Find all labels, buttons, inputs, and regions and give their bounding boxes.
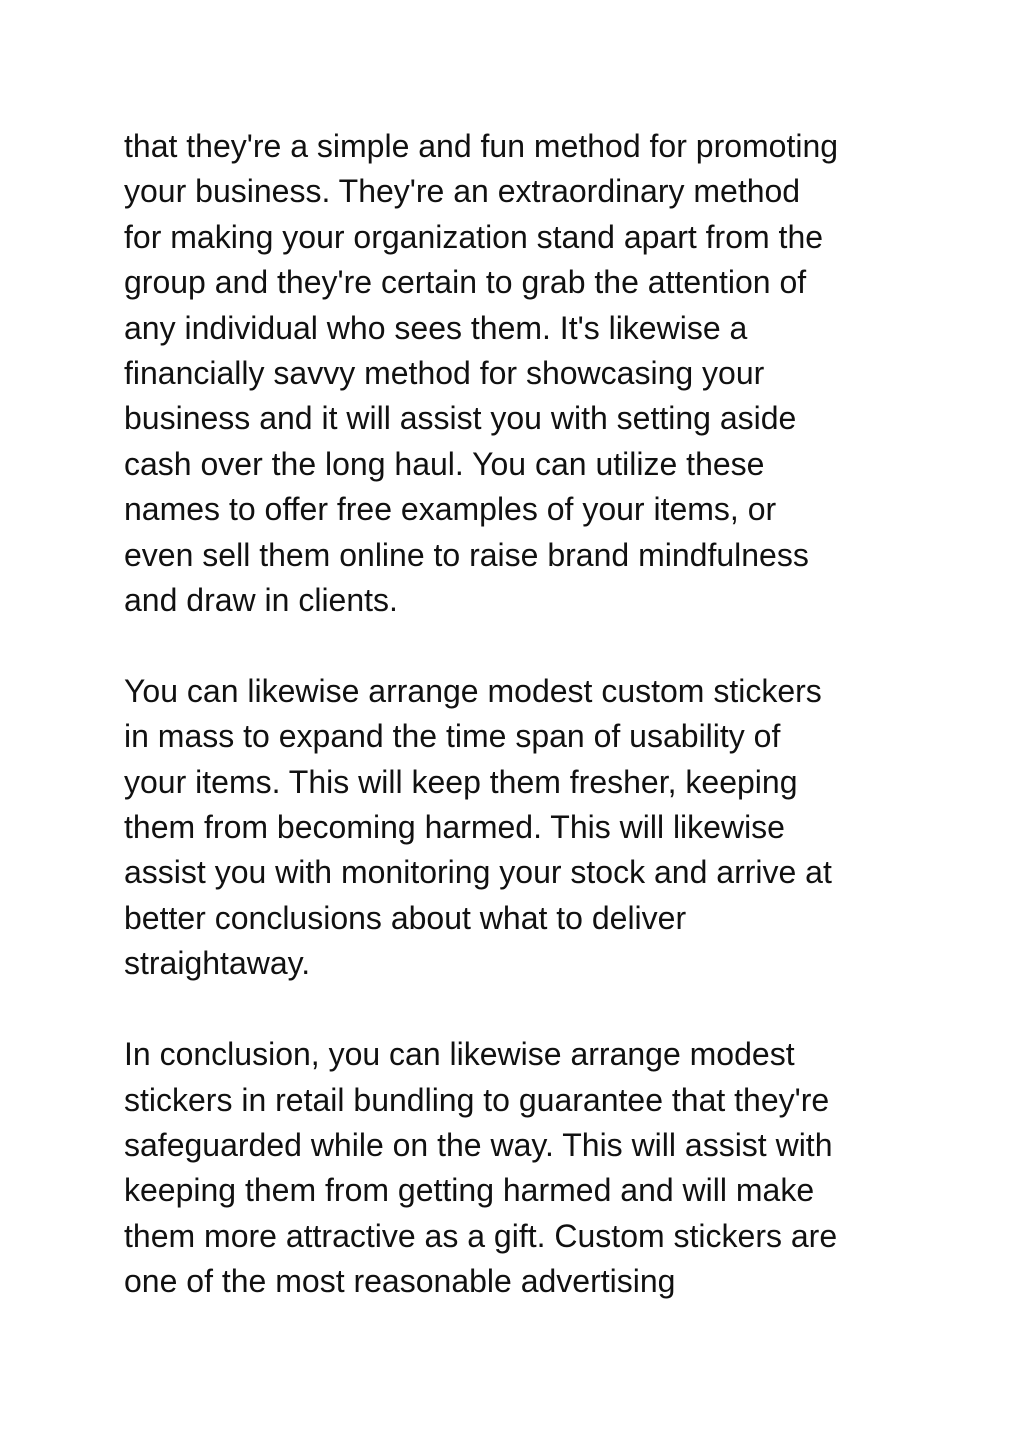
paragraph-2: [124, 669, 914, 987]
text-line: safeguarded while on the way. This will assist with: [124, 1126, 833, 1163]
text-line: one of the most reasonable advertising: [124, 1263, 676, 1300]
text-line: your business. They're an extraordinary method: [124, 173, 801, 210]
text-line: You can likewise arrange modest custom stickers: [124, 672, 822, 709]
paragraph-spacer: [124, 623, 914, 668]
text-line: group and they're certain to grab the attention of: [124, 264, 807, 301]
text-line: in mass to expand the time span of usability of: [124, 718, 781, 755]
text-line: In conclusion, you can likewise arrange modest: [124, 1036, 795, 1073]
text-line: any individual who sees them. It's likewise a: [124, 309, 748, 346]
document-body: [124, 124, 914, 1305]
paragraph-1: [124, 124, 914, 623]
text-line: stickers in retail bundling to guarantee that they're: [124, 1081, 830, 1118]
text-line: business and it will assist you with setting aside: [124, 400, 797, 437]
text-line: better conclusions about what to deliver: [124, 899, 687, 936]
text-line: financially savvy method for showcasing your: [124, 355, 765, 392]
paragraph-3: [124, 1032, 914, 1304]
text-line: that they're a simple and fun method for promoting: [124, 128, 839, 164]
text-line: straightaway.: [124, 945, 311, 982]
text-line: keeping them from getting harmed and will make: [124, 1172, 815, 1209]
text-line: them more attractive as a gift. Custom stickers are: [124, 1217, 838, 1254]
text-line: even sell them online to raise brand mindfulness: [124, 536, 809, 573]
text-line: names to offer free examples of your items, or: [124, 491, 777, 528]
text-line: and draw in clients.: [124, 582, 398, 619]
text-line: for making your organization stand apart from the: [124, 218, 824, 255]
text-line: assist you with monitoring your stock and arrive at: [124, 854, 832, 891]
text-line: them from becoming harmed. This will likewise: [124, 809, 785, 846]
text-line: your items. This will keep them fresher, keeping: [124, 763, 798, 800]
text-line: cash over the long haul. You can utilize these: [124, 445, 765, 482]
paragraph-spacer: [124, 987, 914, 1032]
